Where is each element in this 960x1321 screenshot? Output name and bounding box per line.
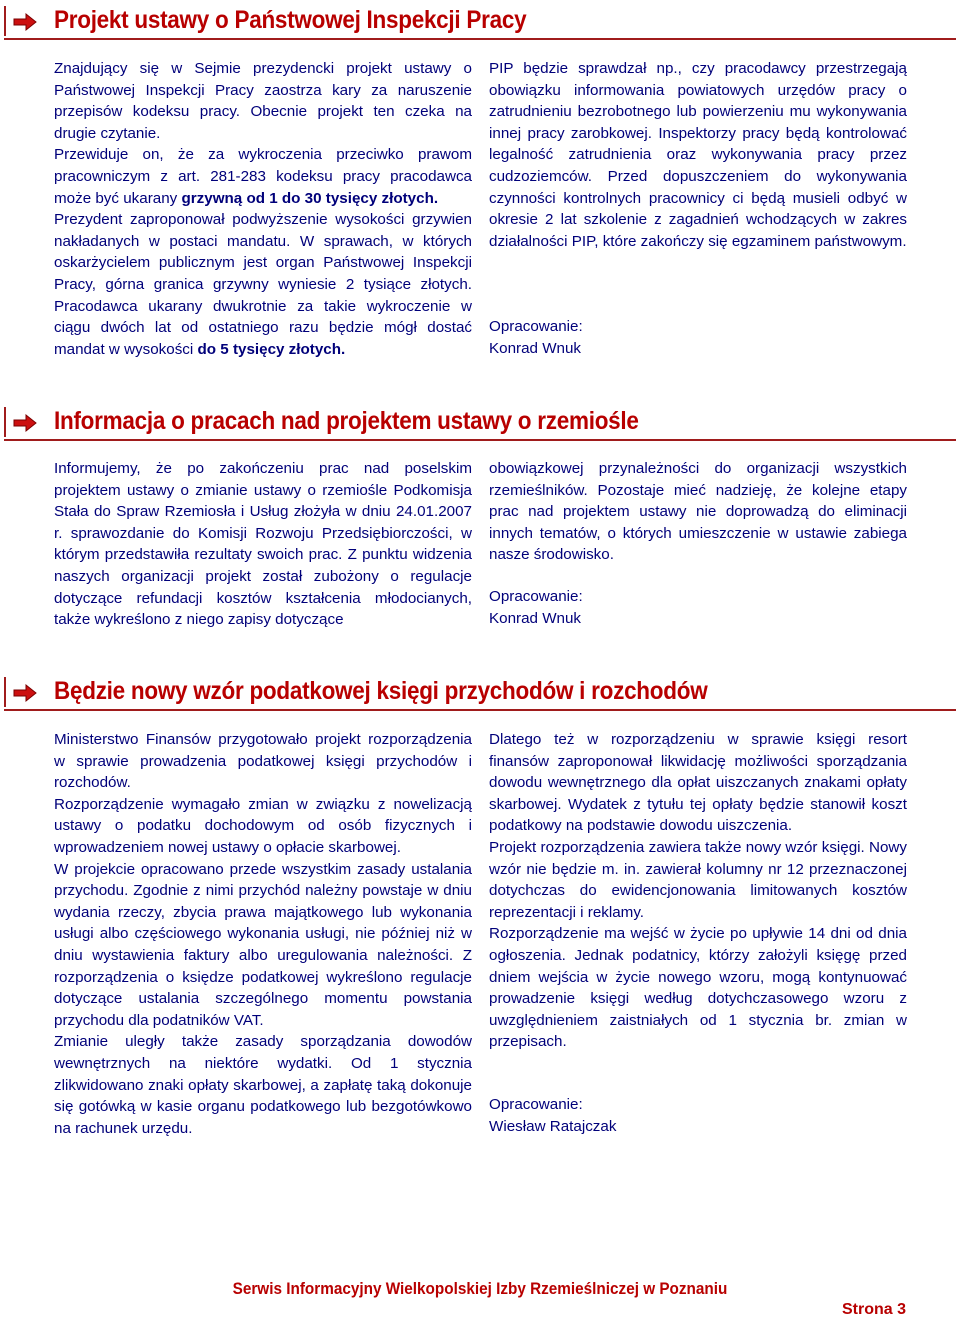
- credit-author: Konrad Wnuk: [489, 609, 582, 627]
- header-rule-vertical: [4, 677, 6, 707]
- section-2-header: [0, 407, 956, 437]
- paragraph: W projekcie opracowano przede wszystkim zasady ustalania przychodu. Zgodnie z nimi przychód należny powstaje w dniu wydania rzeczy, zbycia prawa majątkowego lub wykonania usługi albo częściowego wykonania usługi, nie później niż w dniu wystawienia faktury albo uregulowania należności. Z rozporządzenia o księdze podatkowej wykreślono regulacje dotyczące ustalania szczególnego momentu powstania przychodu dla podatników VAT.: [54, 860, 472, 1029]
- page-footer: Serwis Informacyjny Wielkopolskiej Izby Rzemieślniczej w Poznaniu: [232, 1279, 728, 1298]
- paragraph: PIP będzie sprawdzał np., czy pracodawcy przestrzegają obowiązku informowania powiatowych urzędów pracy o zatrudnieniu bezrobotnego lub powierzeniu mu wykonywania innej pracy zarobkowej. Inspektorzy pracy będą kontrolować legalność zatrudnienia oraz wykonywania pracy przez cudzoziemców. Przed dopuszczeniem do wykonywania czynności kontrolnych pracownicy ci będą musieli odbyć w okresie 2 lat szkolenie z zagadnień wchodzących w zakres działalności PIP, które zakończy się egzaminem państwowym.: [489, 60, 907, 250]
- paragraph: Ministerstwo Finansów przygotowało projekt rozporządzenia w sprawie prowadzenia podatkowej księgi przychodów i rozchodów.: [54, 731, 472, 792]
- arrow-right-icon: [12, 413, 38, 433]
- paragraph: Rozporządzenie wymagało zmian w związku z nowelizacją ustawy o podatku dochodowym od osób fizycznych i wprowadzeniem nowej ustawy o opłacie skarbowej.: [54, 795, 472, 856]
- section-1-left-column: [54, 58, 472, 360]
- credit: [489, 1094, 616, 1137]
- credit: [489, 316, 583, 359]
- header-rule-horizontal: [4, 709, 956, 711]
- credit: [489, 586, 583, 629]
- paragraph: Informujemy, że po zakończeniu prac nad poselskim projektem ustawy o zmianie ustawy o rzemiośle Podkomisja Stała do Spraw Rzemiosła i Usług złożyła w dniu 24.01.2007 r. sprawozdanie do Komisji Rozwoju Przedsiębiorczości, w którym przedstawiła rezultaty swoich prac. Z punktu widzenia naszych organizacji projekt został zubożony o regulacje dotyczące refundacji kosztów kształcenia młodocianych, także wykreślono z niego zapisy dotyczące: [54, 460, 472, 629]
- page-number: Strona 3: [841, 1301, 906, 1318]
- paragraph: Prezydent zaproponował podwyższenie wysokości grzywien nakładanych w postaci mandatu. W sprawach, w których oskarżycielem publicznym jest organ Państwowej Inspekcji Pracy, górna granica grzywny wyniesie 2 tysiące złotych. Pracodawca ukarany dwukrotnie za takie wykroczenie w ciągu dwóch lat od ostatniego razu będzie mógł dostać mandat w wysokości do 5 tysięcy złotych.: [54, 211, 472, 358]
- paragraph: Przewiduje on, że za wykroczenia przeciwko prawom pracowniczym z art. 281-283 kodeksu pracy pracodawca może być ukarany grzywną od 1 do 30 tysięcy złotych.: [54, 146, 472, 207]
- paragraph: Rozporządzenie ma wejść w życie po upływie 14 dni od dnia ogłoszenia. Jednak podatnicy, którzy założyli księgę przed dniem wejścia w życie nowego wzoru, mogą kontynuować prowadzenie księgi według dotychczasowego wzoru z uwzględnieniem zaistniałych od 1 stycznia br. zmian w przepisach.: [489, 925, 907, 1051]
- credit-label: Opracowanie:: [489, 588, 583, 605]
- arrow-right-icon: [12, 12, 38, 32]
- section-title: Informacja o pracach nad projektem ustawy o rzemiośle: [54, 407, 639, 435]
- arrow-right-icon: [12, 683, 38, 703]
- paragraph: Zmianie uległy także zasady sporządzania dowodów wewnętrznych na niektóre wydatki. Od 1 stycznia zlikwidowano znaki opłaty skarbowej, a zapłatę taką dokonuje się gotówką w kasie organu podatkowego lub bezgotówkowo na rachunek urzędu.: [54, 1033, 472, 1137]
- section-2-right-column: [489, 458, 907, 566]
- credit-author: Wiesław Ratajczak: [489, 1117, 617, 1135]
- bold-text: do 5 tysięcy złotych.: [197, 340, 346, 358]
- section-3-left-column: [54, 729, 472, 1139]
- paragraph: Znajdujący się w Sejmie prezydencki projekt ustawy o Państwowej Inspekcji Pracy zaostrza kary za naruszenie przepisów kodeksu pracy. Obecnie projekt ten czeka na drugie czytanie.: [54, 60, 472, 142]
- header-rule-vertical: [4, 6, 6, 36]
- section-2-left-column: [54, 458, 472, 631]
- section-title: Projekt ustawy o Państwowej Inspekcji Pracy: [54, 6, 527, 34]
- section-3-header: [0, 677, 956, 707]
- paragraph: obowiązkowej przynależności do organizacji wszystkich rzemieślników. Pozostaje mieć nadzieję, że kolejne etapy prac nad projektem ustawy nie doprowadzą do eliminacji innych tematów, o których umieszczenie w ustawie zabiega nasze środowisko.: [489, 460, 907, 564]
- section-title: Będzie nowy wzór podatkowej księgi przychodów i rozchodów: [54, 677, 708, 705]
- section-1-right-column: [489, 58, 907, 252]
- bold-text: grzywną od 1 do 30 tysięcy złotych.: [181, 189, 439, 207]
- header-rule-horizontal: [4, 38, 956, 40]
- credit-label: Opracowanie:: [489, 318, 583, 335]
- section-1-header: [0, 6, 956, 36]
- header-rule-horizontal: [4, 439, 956, 441]
- header-rule-vertical: [4, 407, 6, 437]
- paragraph: Projekt rozporządzenia zawiera także nowy wzór księgi. Nowy wzór nie będzie m. in. zawierał kolumny nr 12 przeznaczonej dotychczas do ewidencjonowania limitowanych kosztów reprezentacji i reklamy.: [489, 838, 907, 921]
- credit-label: Opracowanie:: [489, 1096, 583, 1113]
- credit-author: Konrad Wnuk: [489, 339, 582, 357]
- section-3-right-column: [489, 729, 907, 1053]
- paragraph: Dlatego też w rozporządzeniu w sprawie księgi resort finansów zaproponował likwidację możliwości sporządzania dowodu wewnętrznego dla opłat uiszczanych znakami opłaty skarbowej. Wydatek z tytułu tej opłaty będzie stanowił koszt podatkowy na podstawie dowodu uiszczenia.: [489, 731, 907, 835]
